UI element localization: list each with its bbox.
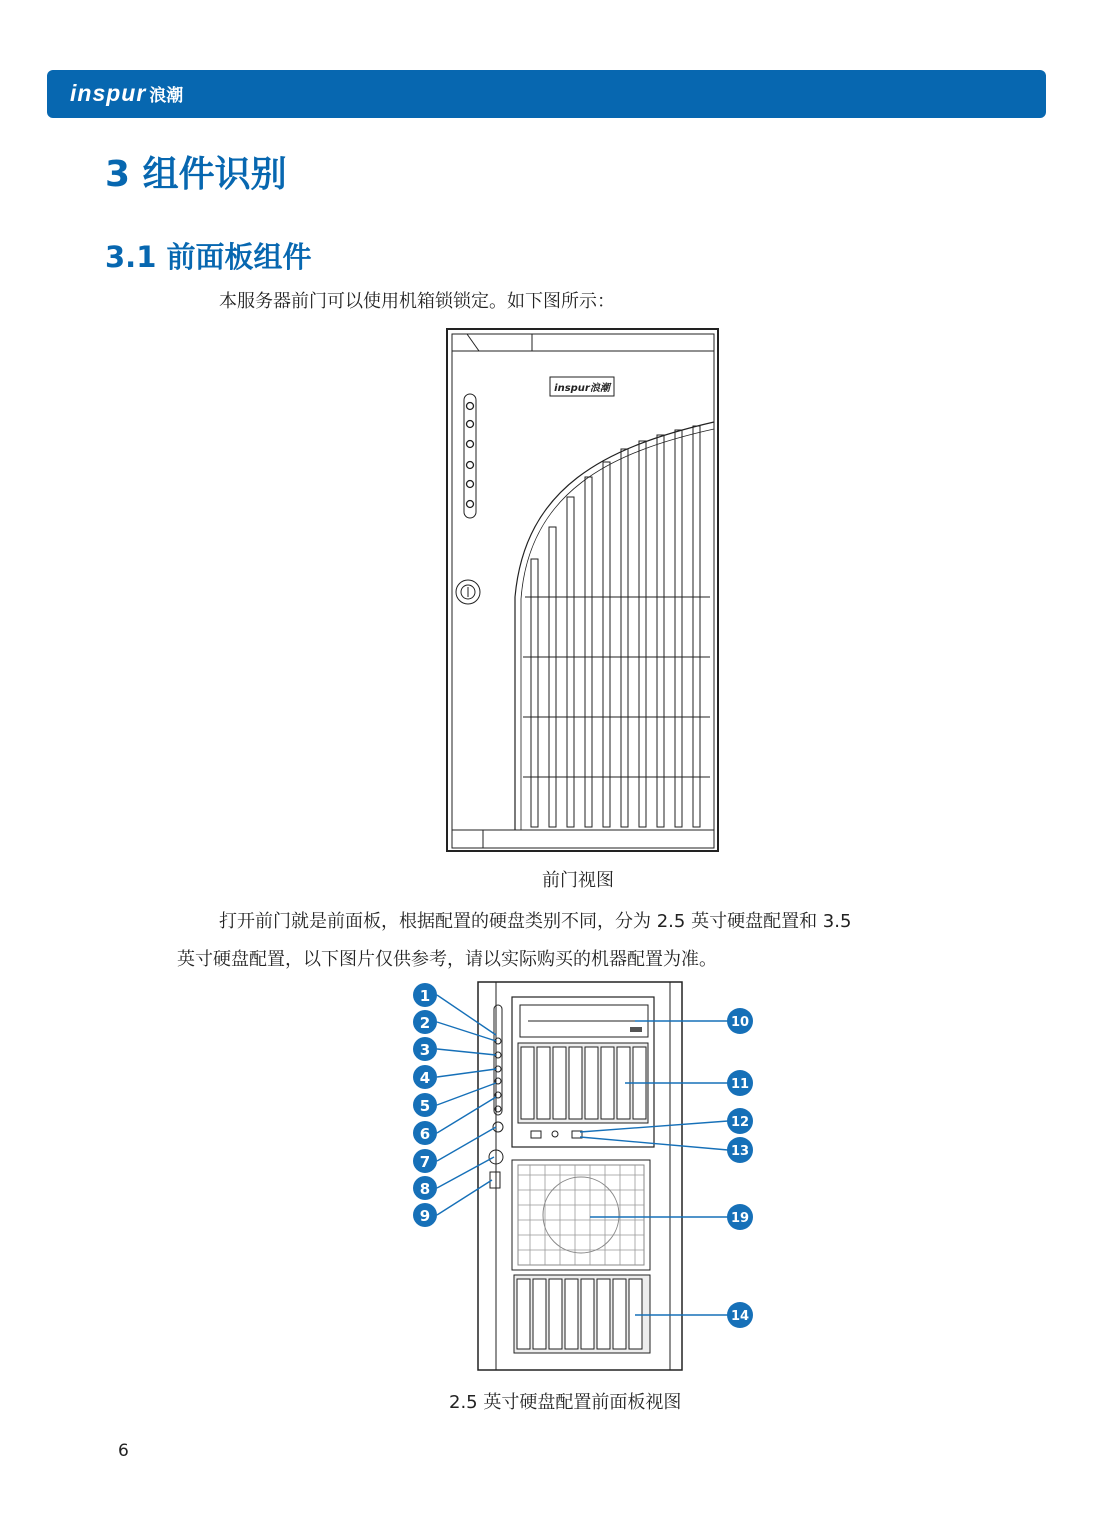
front-door-figure xyxy=(445,327,721,855)
svg-text:10: 10 xyxy=(730,1015,750,1030)
door-logo-text: inspur浪潮 xyxy=(554,383,610,394)
callout-13 xyxy=(727,1137,753,1163)
front-panel-figure xyxy=(400,975,780,1390)
svg-text:7: 7 xyxy=(419,1153,431,1171)
svg-text:11: 11 xyxy=(730,1077,750,1092)
callout-9 xyxy=(413,1203,437,1227)
callout-19 xyxy=(727,1204,753,1230)
brand-cn: 浪潮 xyxy=(149,86,184,105)
callout-14 xyxy=(727,1302,753,1328)
callout-2 xyxy=(413,1010,437,1034)
brand-latin: inspur xyxy=(70,80,147,106)
svg-text:13: 13 xyxy=(730,1144,750,1159)
body-line-2: 英寸硬盘配置，以下图片仅供参考，请以实际购买的机器配置为准。 xyxy=(177,949,717,970)
svg-text:2: 2 xyxy=(419,1014,431,1032)
brand-logo xyxy=(70,80,183,107)
intro-paragraph: 本服务器前门可以使用机箱锁锁定。如下图所示： xyxy=(219,291,615,312)
callout-5 xyxy=(413,1093,437,1117)
chapter-title: 3 组件识别 xyxy=(105,154,287,195)
body-line-1: 打开前门就是前面板，根据配置的硬盘类别不同，分为 2.5 英寸硬盘配置和 3.5 xyxy=(219,911,852,932)
svg-text:12: 12 xyxy=(730,1115,750,1130)
callout-8 xyxy=(413,1176,437,1200)
section-title: 3.1 前面板组件 xyxy=(105,240,312,274)
callout-10 xyxy=(727,1008,753,1034)
svg-text:19: 19 xyxy=(730,1211,750,1226)
svg-text:1: 1 xyxy=(419,987,431,1005)
figure1-caption: 前门视图 xyxy=(542,870,614,891)
callout-6 xyxy=(413,1121,437,1145)
svg-text:6: 6 xyxy=(419,1125,431,1143)
svg-text:8: 8 xyxy=(419,1180,431,1198)
page-number: 6 xyxy=(118,1441,129,1461)
svg-text:4: 4 xyxy=(419,1069,431,1087)
callout-12 xyxy=(727,1108,753,1134)
callout-7 xyxy=(413,1149,437,1173)
header-bar xyxy=(47,70,1046,118)
figure2-caption: 2.5 英寸硬盘配置前面板视图 xyxy=(449,1392,682,1413)
svg-text:9: 9 xyxy=(419,1207,431,1225)
callout-4 xyxy=(413,1065,437,1089)
callout-1 xyxy=(413,983,437,1007)
callout-11 xyxy=(727,1070,753,1096)
callout-3 xyxy=(413,1037,437,1061)
svg-text:3: 3 xyxy=(419,1041,431,1059)
svg-text:14: 14 xyxy=(730,1309,750,1324)
svg-text:5: 5 xyxy=(419,1097,431,1115)
